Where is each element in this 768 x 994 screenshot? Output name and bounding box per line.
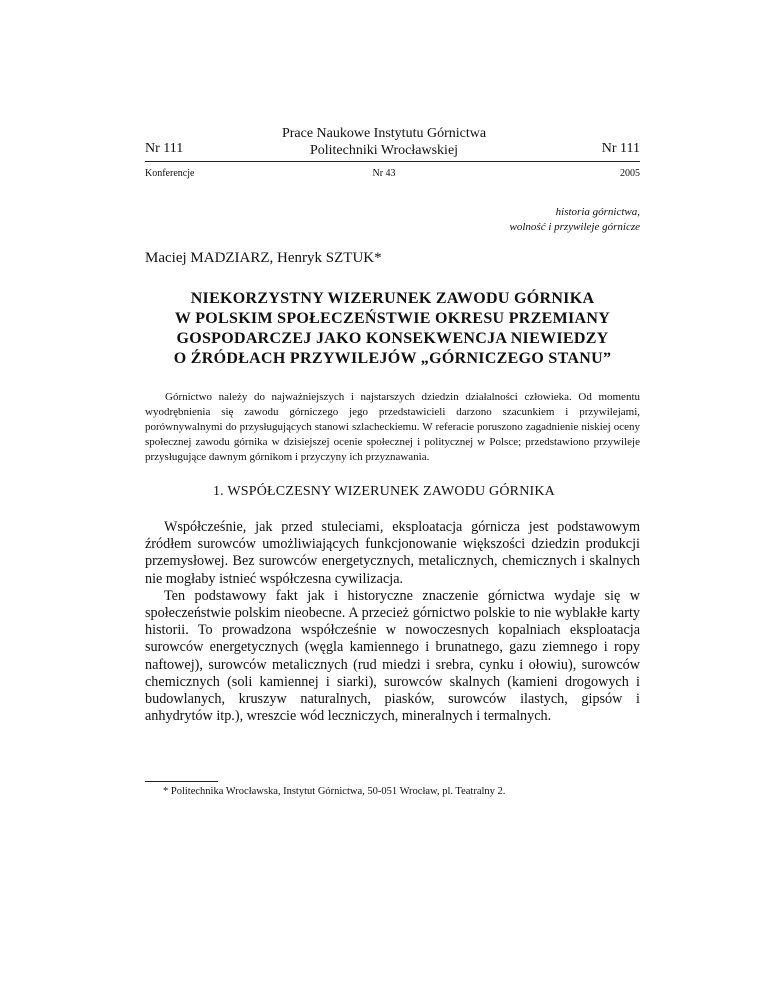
- footnote-divider: [145, 781, 218, 782]
- title-line1: NIEKORZYSTNY WIZERUNEK ZAWODU GÓRNIKA: [190, 290, 595, 307]
- title-line2: W POLSKIM SPOŁECZEŃSTWIE OKRESU PRZEMIANY: [174, 310, 611, 327]
- authors: Maciej MADZIARZ, Henryk SZTUK*: [145, 250, 382, 266]
- header-issue-left: Nr 111: [145, 141, 184, 156]
- keywords-line1: historia górnictwa,: [555, 206, 640, 218]
- keywords: [510, 205, 640, 235]
- title-line3: GOSPODARCZEJ JAKO KONSEKWENCJA NIEWIEDZY: [176, 330, 609, 347]
- journal-title-line1: Prace Naukowe Instytutu Górnictwa: [281, 126, 487, 141]
- section-heading: 1. WSPÓŁCZESNY WIZERUNEK ZAWODU GÓRNIKA: [212, 484, 555, 499]
- abstract: Górnictwo należy do najważniejszych i najstarszych dziedzin działalności człowieka. Od momentu wyodrębnienia się zawodu górniczego jego przedstawicieli darzono szacunkiem i przywilejami, porównywalnymi do przysługujących stanowi szlacheckiemu. W referacie poruszono zagadnienie niskiej oceny społecznej zawodu górnika w dzisiejszej ocenie społecznej i politycznej w Polsce; przedstawiono przywileje przysługujące dawnym górnikom i przyczyny ich przyznawania.: [145, 391, 640, 463]
- journal-title-line2: Politechniki Wrocławskiej: [309, 143, 459, 158]
- series-label: Konferencje: [145, 168, 195, 179]
- footnote: * Politechnika Wrocławska, Instytut Górnictwa, 50-051 Wrocław, pl. Teatralny 2.: [163, 786, 506, 797]
- title-line4: O ŹRÓDŁACH PRZYWILEJÓW „GÓRNICZEGO STANU”: [173, 350, 612, 367]
- journal-title: [0, 125, 768, 159]
- series-number: Nr 43: [372, 168, 396, 179]
- header-divider: [145, 161, 640, 162]
- header-issue-right: Nr 111: [601, 141, 640, 156]
- publication-year: 2005: [620, 168, 640, 179]
- paper-title: [135, 289, 650, 369]
- body-text: [145, 519, 640, 725]
- body-paragraph-2: Ten podstawowy fakt jak i historyczne znaczenie górnictwa wydaje się w społeczeństwie polskim nieobecne. A przecież górnictwo polskie to nie wyblakłe karty historii. To prowadzona współcześnie w nowoczesnych kopalniach eksploatacja surowców energetycznych (węgla kamiennego i brunatnego, gazu ziemnego i ropy naftowej), surowców metalicznych (rud miedzi i srebra, cynku i ołowiu), surowców chemicznych (soli kamiennej i siarki), surowców skalnych (kamieni drogowych i budowlanych, kruszyw naturalnych, piasków, surowców ilastych, gipsów i anhydrytów itp.), wreszcie wód leczniczych, mineralnych i termalnych.: [145, 587, 640, 725]
- body-paragraph-1: Współcześnie, jak przed stuleciami, eksploatacja górnicza jest podstawowym źródłem surowców umożliwiających funkcjonowanie większości dziedzin produkcji przemysłowej. Bez surowców energetycznych, metalicznych, chemicznych i skalnych nie mogłaby istnieć współczesna cywilizacja.: [145, 519, 640, 587]
- keywords-line2: wolność i przywileje górnicze: [509, 221, 640, 233]
